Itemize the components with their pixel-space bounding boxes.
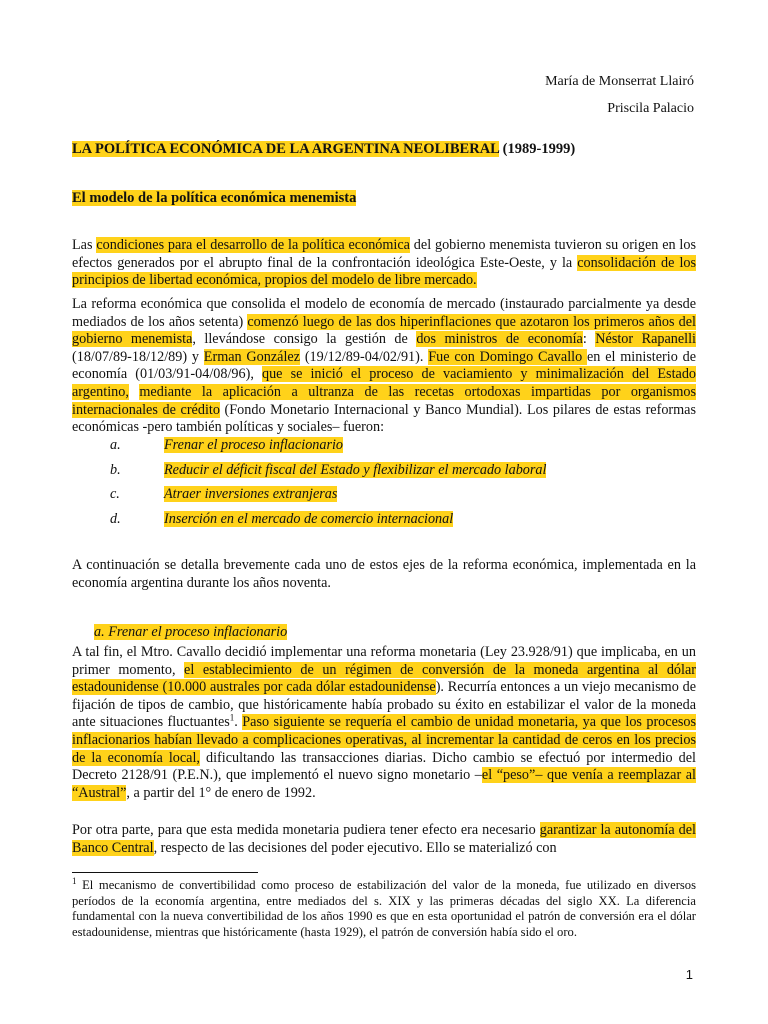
highlighted-text: consolidación de los principios de libertad económica, propios del modelo de libre mercado. — [72, 254, 696, 289]
text-segment: . — [234, 714, 243, 731]
section-heading-text: El modelo de la política económica menemista — [72, 190, 357, 206]
footnote — [72, 875, 696, 940]
list-text: Reducir el déficit fiscal del Estado y flexibilizar el mercado laboral — [164, 461, 547, 478]
highlighted-text: condiciones para el desarrollo de la política económica — [96, 237, 410, 253]
text-segment: dificultando las transacciones diarias. Dicho cambio se efectuó por intermedio del Decreto 2128/91 (P.E.N.), que implementó el nuevo signo monetario – — [72, 749, 696, 784]
highlighted-text: que se inició el proceso de vaciamiento y minimalización del Estado argentino, — [72, 366, 697, 400]
highlighted-text: el establecimiento de un régimen de conversión de la moneda argentina al dólar estadounidense (10.000 australes por cada dólar estadounidense — [72, 661, 696, 696]
highlighted-text: Erman González — [203, 348, 300, 365]
document-title — [72, 141, 575, 158]
text-segment: (19/12/89-04/02/91). — [300, 348, 429, 365]
author-name: María de Monserrat Llairó — [545, 74, 694, 89]
text-segment: , respecto de las decisiones del poder ejecutivo. Ello se materializó con — [153, 839, 557, 856]
pillars-list — [110, 437, 546, 535]
highlighted-text: Néstor Rapanelli — [595, 331, 696, 348]
text-segment: del gobierno menemista tuvieron su origen en los efectos generados por el abrupto final de la confrontación ideológica Este-Oeste, y la — [72, 237, 696, 271]
section-heading — [72, 190, 356, 207]
text-segment: (18/07/89-18/12/89) y — [72, 348, 204, 365]
text-segment: Por otra parte, para que esta medida monetaria pudiera tener efecto era necesario — [72, 822, 540, 838]
footnote-ref: 1 — [229, 712, 235, 723]
highlighted-text: comenzó luego de las dos hiperinflaciones que azotaron los primeros años del gobierno menemista — [72, 313, 696, 348]
highlighted-text: dos ministros de economía — [416, 331, 583, 348]
subsection-heading-text: a. Frenar el proceso inflacionario — [94, 624, 288, 640]
list-letter: d. — [110, 510, 121, 527]
text-segment: en el ministerio de economía (01/03/91-04/08/96), — [72, 348, 696, 383]
page-number: 1 — [685, 967, 693, 982]
footnote-marker: 1 — [72, 875, 77, 886]
subsection-heading — [94, 624, 287, 641]
list-item — [110, 462, 546, 487]
text-segment: (Fondo Monetario Internacional y Banco Mundial). Los pilares de estas reformas económicas -pero también políticas y sociales– fueron: — [72, 401, 696, 436]
text-segment: , a partir del 1° de enero de 1992. — [126, 784, 316, 801]
highlighted-text: mediante la aplicación a ultranza de las recetas ortodoxas impartidas por organismos internacionales de crédito — [72, 383, 696, 418]
list-item — [110, 437, 546, 462]
list-item — [110, 486, 546, 511]
list-text: Frenar el proceso inflacionario — [164, 437, 344, 453]
paragraph-3: A continuación se detalla brevemente cada uno de estos ejes de la reforma económica, implementada en la economía argentina durante los años noventa. — [72, 557, 696, 591]
title-years: (1989-1999) — [499, 141, 576, 157]
list-item — [110, 511, 546, 536]
text-segment: ). Recurría entonces a un viejo mecanismo de fijación de tipos de cambio, que históricamente había probado su éxito en estabilizar el valor de la moneda ante situaciones fluctuantes — [72, 679, 697, 731]
highlighted-text: garantizar la autonomía del Banco Central — [72, 822, 696, 856]
paragraph-1 — [72, 237, 696, 290]
paragraph-2 — [72, 296, 696, 437]
author-block — [545, 68, 694, 122]
highlighted-text: el “peso”– que venía a reemplazar al “Austral” — [72, 767, 696, 801]
paragraph-5 — [72, 822, 696, 857]
title-main: LA POLÍTICA ECONÓMICA DE LA ARGENTINA NEOLIBERAL — [72, 141, 500, 157]
text-segment: Las — [72, 237, 97, 253]
text-segment: A tal fin, el Mtro. Cavallo decidió implementar una reforma monetaria (Ley 23.928/91) que implicaba, en un primer momento, — [72, 644, 696, 678]
text-segment: , llevándose consigo la gestión de — [192, 331, 417, 348]
paragraph-4 — [72, 644, 696, 802]
author-name: Priscila Palacio — [607, 101, 694, 116]
highlighted-text: Paso siguiente se requería el cambio de unidad monetaria, ya que los procesos inflacionarios habían llevado a complicaciones operativas, al incrementar la cantidad de ceros en los precios de la economía local, — [72, 714, 696, 766]
footnote-divider — [72, 872, 258, 873]
text-segment: : — [582, 331, 596, 348]
highlighted-text: Fue con Domingo Cavallo — [428, 348, 587, 365]
text-segment — [129, 384, 140, 400]
list-text: Atraer inversiones extranjeras — [164, 486, 338, 502]
list-text: Inserción en el mercado de comercio internacional — [164, 510, 454, 527]
text-segment: La reforma económica que consolida el modelo de economía de mercado (instaurado parcialmente ya desde mediados de los años setenta) — [72, 296, 696, 330]
footnote-text: El mecanismo de convertibilidad como proceso de estabilización del valor de la moneda, fue utilizado en diversos períodos de la economía argentina, entre mediados del s. XIX y las primeras décadas del siglo XX. La diferencia fundamental con la nueva convertibilidad de los años 1990 es que en esta oportunidad el patrón de conversión era el dólar estadounidense, mientras que históricamente (hasta 1929), el patrón de conversión había sido el oro. — [72, 878, 696, 939]
list-letter: c. — [110, 486, 120, 502]
list-letter: b. — [110, 461, 121, 478]
list-letter: a. — [110, 437, 121, 453]
